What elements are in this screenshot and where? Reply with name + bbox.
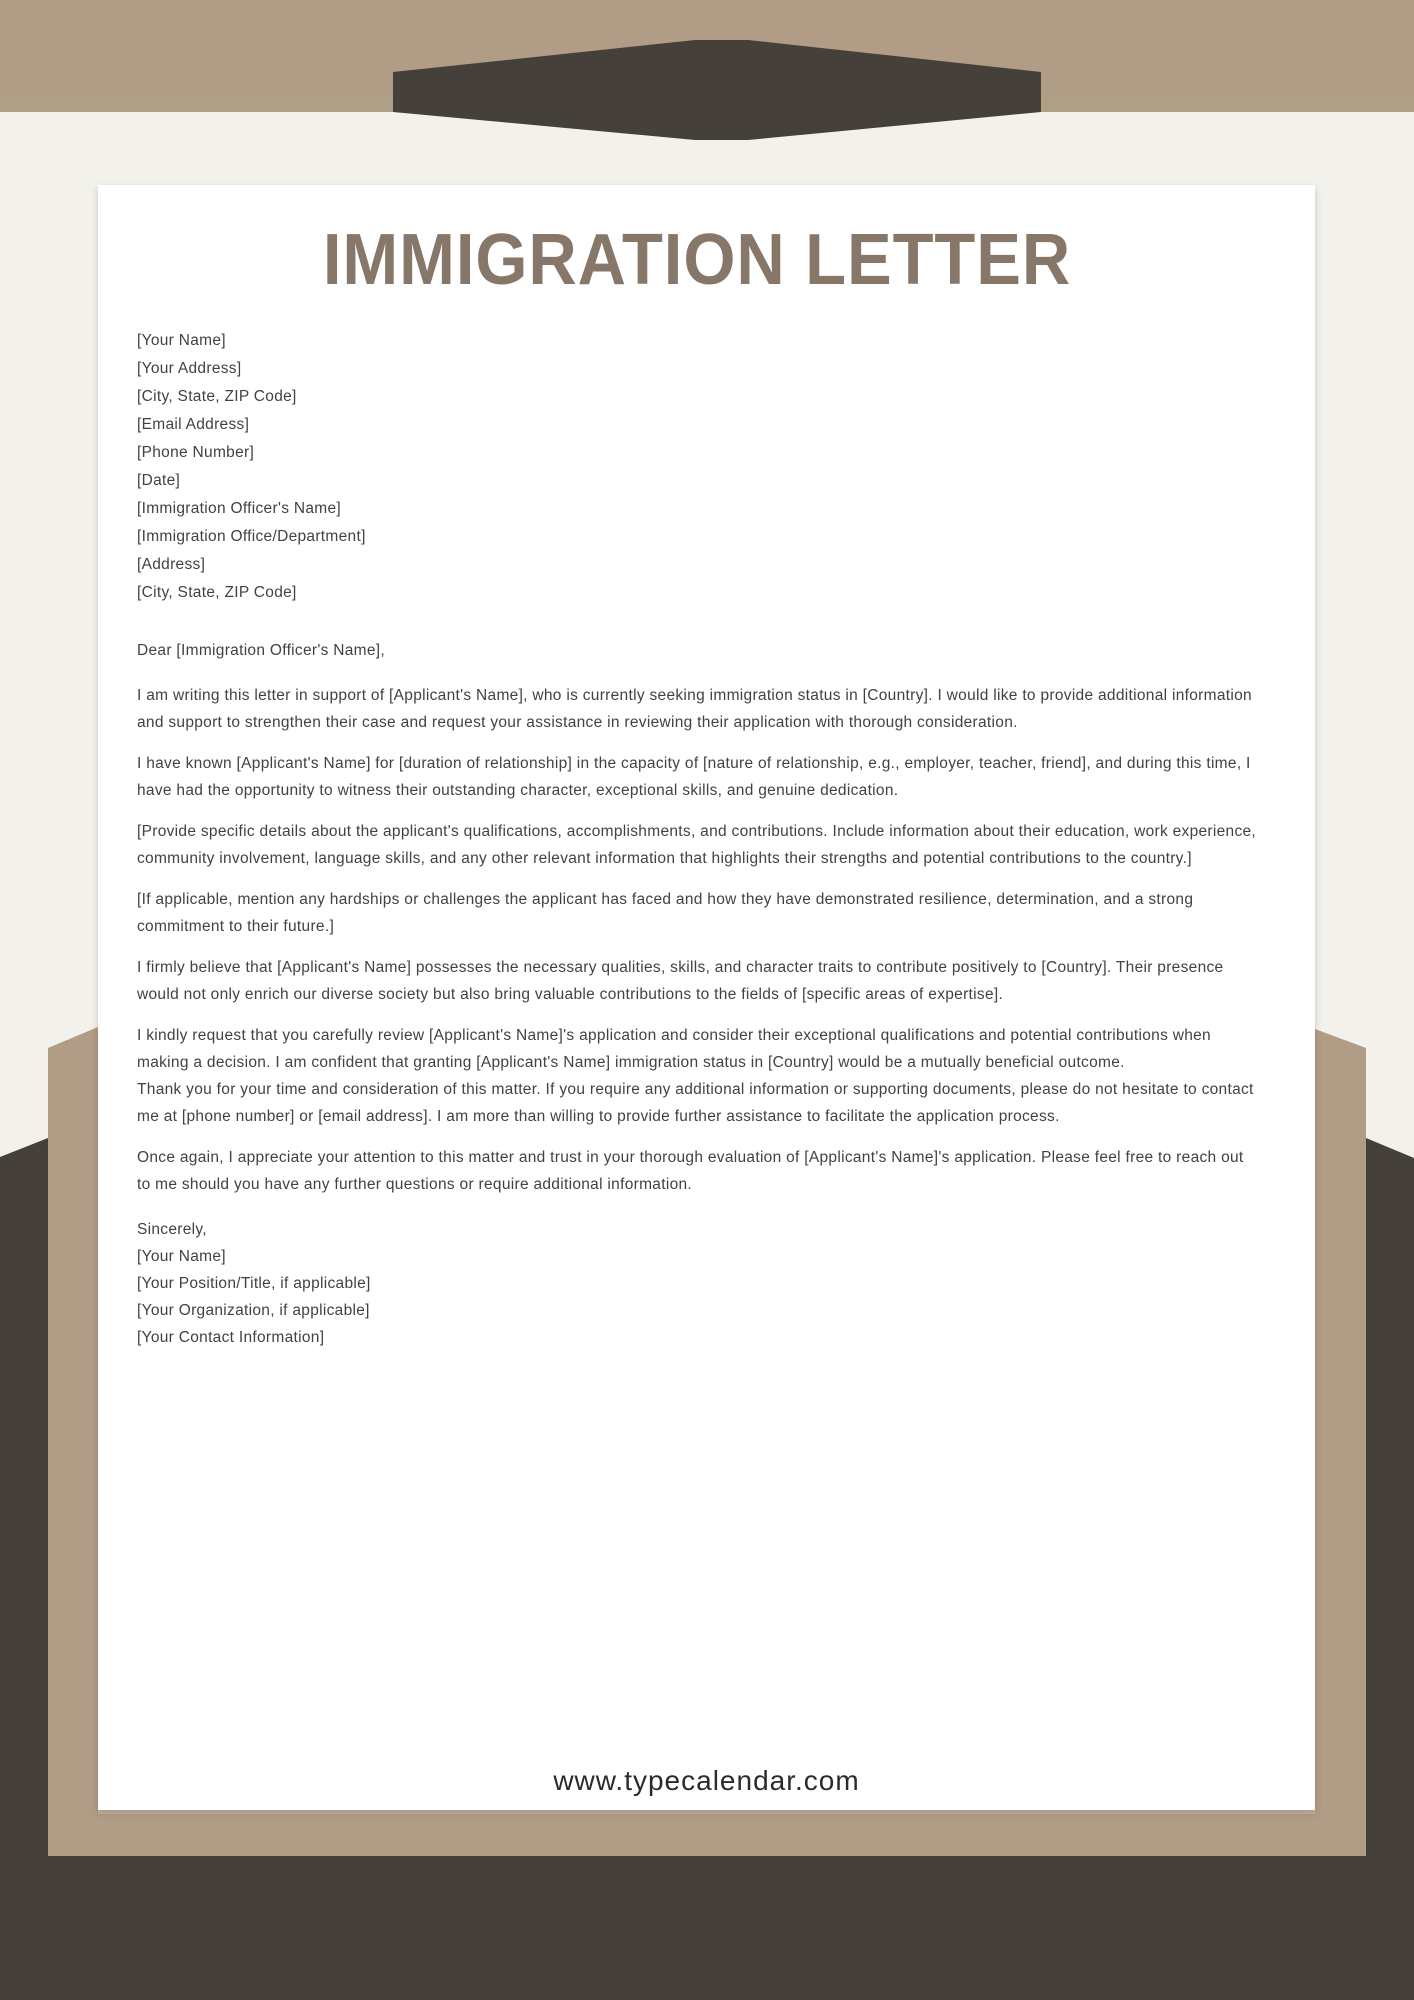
letter-body	[137, 682, 1257, 1198]
closing-line: [Your Name]	[137, 1248, 226, 1265]
letter-paragraph: [If applicable, mention any hardships or challenges the applicant has faced and how they have demonstrated resilience, determination, and a strong commitment to their future.]	[137, 891, 1194, 935]
letter-page	[98, 185, 1315, 1810]
bottom-band-highlight	[98, 1810, 1315, 1814]
footer-url: www.typecalendar.com	[553, 1765, 860, 1797]
sender-block	[137, 327, 1257, 607]
sender-line: [Date]	[137, 472, 181, 489]
letter-title: IMMIGRATION LETTER	[322, 220, 1072, 300]
bottom-dark-band	[0, 1856, 1414, 2000]
letter-paragraph: I have known [Applicant's Name] for [duration of relationship] in the capacity of [nature of relationship, e.g., employer, teacher, friend], and during this time, I have had the opportunity to witness their outstanding character, exceptional skills, and genuine dedication.	[137, 755, 1251, 799]
closing-block	[137, 1216, 1257, 1351]
closing-line: [Your Position/Title, if applicable]	[137, 1275, 371, 1292]
letter-paragraph: I firmly believe that [Applicant's Name] possesses the necessary qualities, skills, and character traits to contribute positively to [Country]. Their presence would not only enrich our diverse society but also bring valuable contributions to the fields of [specific areas of expertise].	[137, 959, 1224, 1003]
sender-line: [Immigration Officer's Name]	[137, 500, 342, 517]
letter-paragraph: Thank you for your time and consideration of this matter. If you require any additional information or supporting documents, please do not hesitate to contact me at [phone number] or [email address]. I am more than willing to provide further assistance to facilitate the application process.	[137, 1081, 1254, 1125]
sender-line: [Immigration Office/Department]	[137, 528, 366, 545]
letter-paragraph: [Provide specific details about the applicant's qualifications, accomplishments, and contributions. Include information about their education, work experience, community involvement, language skills, and any other relevant information that highlights their strengths and potential contributions to the country.]	[137, 823, 1257, 867]
letter-paragraph: I am writing this letter in support of [Applicant's Name], who is currently seeking immigration status in [Country]. I would like to provide additional information and support to strengthen their case and request your assistance in reviewing their application with thorough consideration.	[137, 687, 1252, 731]
sender-line: [Address]	[137, 556, 206, 573]
closing-line: [Your Contact Information]	[137, 1329, 325, 1346]
sender-line: [Email Address]	[137, 416, 250, 433]
left-tan-strip	[48, 1027, 98, 1862]
closing-line: [Your Organization, if applicable]	[137, 1302, 370, 1319]
sender-line: [Your Address]	[137, 360, 242, 377]
letter-paragraph: Once again, I appreciate your attention to this matter and trust in your thorough evaluation of [Applicant's Name]'s application. Please feel free to reach out to me should you have any further questions or require additional information.	[137, 1149, 1244, 1193]
sender-line: [Your Name]	[137, 332, 226, 349]
salutation: Dear [Immigration Officer's Name],	[137, 642, 386, 659]
right-tan-strip	[1315, 1029, 1366, 1862]
closing-line: Sincerely,	[137, 1221, 207, 1238]
bottom-tan-band	[48, 1810, 1366, 1860]
letter-paragraph: I kindly request that you carefully review [Applicant's Name]'s application and consider their exceptional qualifications and potential contributions when making a decision. I am confident that granting [Applicant's Name] immigration status in [Country] would be a mutually beneficial outcome.	[137, 1027, 1211, 1071]
sender-line: [City, State, ZIP Code]	[137, 584, 297, 601]
sender-line: [Phone Number]	[137, 444, 255, 461]
sender-line: [City, State, ZIP Code]	[137, 388, 297, 405]
